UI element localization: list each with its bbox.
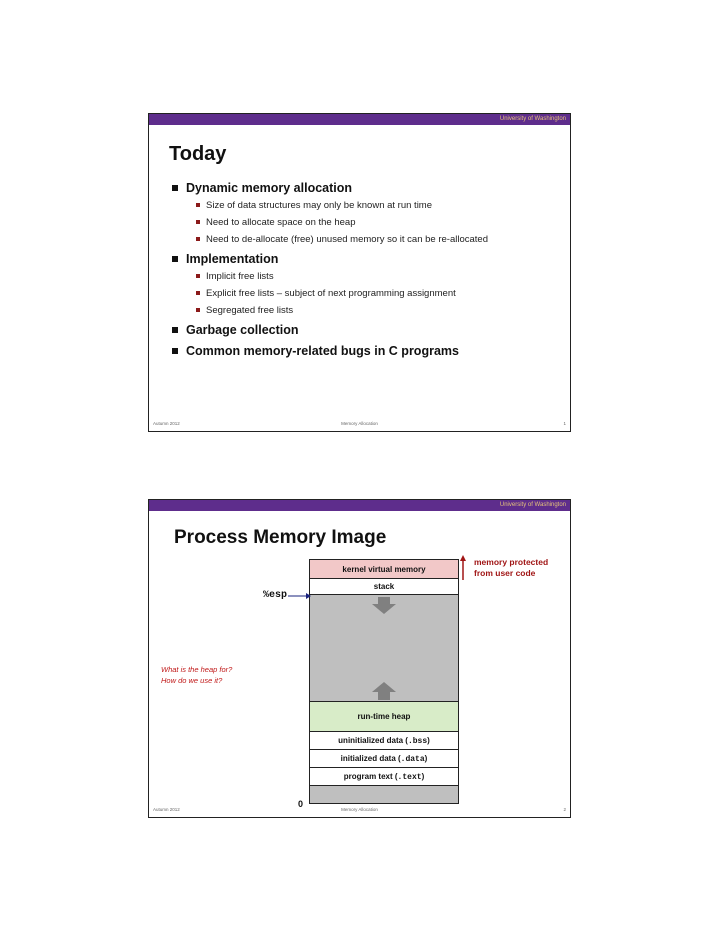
bullet-memory-bugs: Common memory-related bugs in C programs: [186, 344, 459, 358]
sub-bullet: Need to de-allocate (free) unused memory so it can be re-allocated: [206, 234, 488, 245]
esp-pointer-arrow-icon: [288, 591, 312, 601]
header-bar: [149, 114, 570, 125]
data-block: initialized data (.data): [309, 749, 459, 768]
bullet-garbage-collection: Garbage collection: [186, 323, 299, 337]
slide-title: Process Memory Image: [174, 527, 387, 548]
stack-grow-arrow-icon: [378, 597, 390, 604]
stack-block: stack: [309, 578, 459, 595]
page-number: 1: [563, 421, 566, 426]
slide-title: Today: [169, 143, 227, 165]
org-name: University of Washington: [499, 502, 566, 508]
heap-grow-arrow-icon: [378, 692, 390, 700]
page-number: 2: [563, 807, 566, 812]
heap-question-note: What is the heap for? How do we use it?: [161, 665, 233, 685]
bullet-square-icon: [196, 220, 200, 224]
bullet-square-icon: [196, 291, 200, 295]
bullet-square-icon: [196, 274, 200, 278]
protected-range-arrow-icon: [459, 555, 467, 581]
bullet-square-icon: [172, 348, 178, 354]
footer-topic: Memory Allocation: [341, 421, 378, 426]
esp-register-label: %esp: [263, 590, 288, 601]
address-zero-label: 0: [298, 799, 304, 809]
bullet-square-icon: [172, 185, 178, 191]
bullet-square-icon: [196, 308, 200, 312]
arrow-up-icon: [372, 682, 396, 692]
slide-process-memory-image: [148, 499, 571, 818]
sub-bullet: Size of data structures may only be known at run time: [206, 200, 432, 211]
slide-today: [148, 113, 571, 432]
protected-note: memory protected from user code: [474, 557, 549, 578]
header-bar: [149, 500, 570, 511]
bss-block: uninitialized data (.bss): [309, 731, 459, 750]
bullet-square-icon: [196, 203, 200, 207]
sub-bullet: Explicit free lists – subject of next programming assignment: [206, 288, 456, 299]
sub-bullet: Implicit free lists: [206, 271, 274, 282]
arrow-down-icon: [372, 604, 396, 614]
bullet-implementation: Implementation: [186, 252, 278, 266]
kernel-virtual-memory-block: kernel virtual memory: [309, 559, 459, 579]
run-time-heap-block: run-time heap: [309, 701, 459, 732]
bullet-square-icon: [196, 237, 200, 241]
sub-bullet: Segregated free lists: [206, 305, 293, 316]
sub-bullet: Need to allocate space on the heap: [206, 217, 355, 228]
reserved-bottom-block: [309, 785, 459, 804]
bullet-square-icon: [172, 327, 178, 333]
bullet-square-icon: [172, 256, 178, 262]
footer-term: Autumn 2012: [153, 421, 180, 426]
footer-topic: Memory Allocation: [341, 807, 378, 812]
org-name: University of Washington: [499, 116, 566, 122]
bullet-dynamic-memory: Dynamic memory allocation: [186, 181, 352, 195]
slide-footer: [149, 807, 570, 815]
footer-term: Autumn 2012: [153, 807, 180, 812]
text-block: program text (.text): [309, 767, 459, 786]
slide-footer: [149, 421, 570, 429]
